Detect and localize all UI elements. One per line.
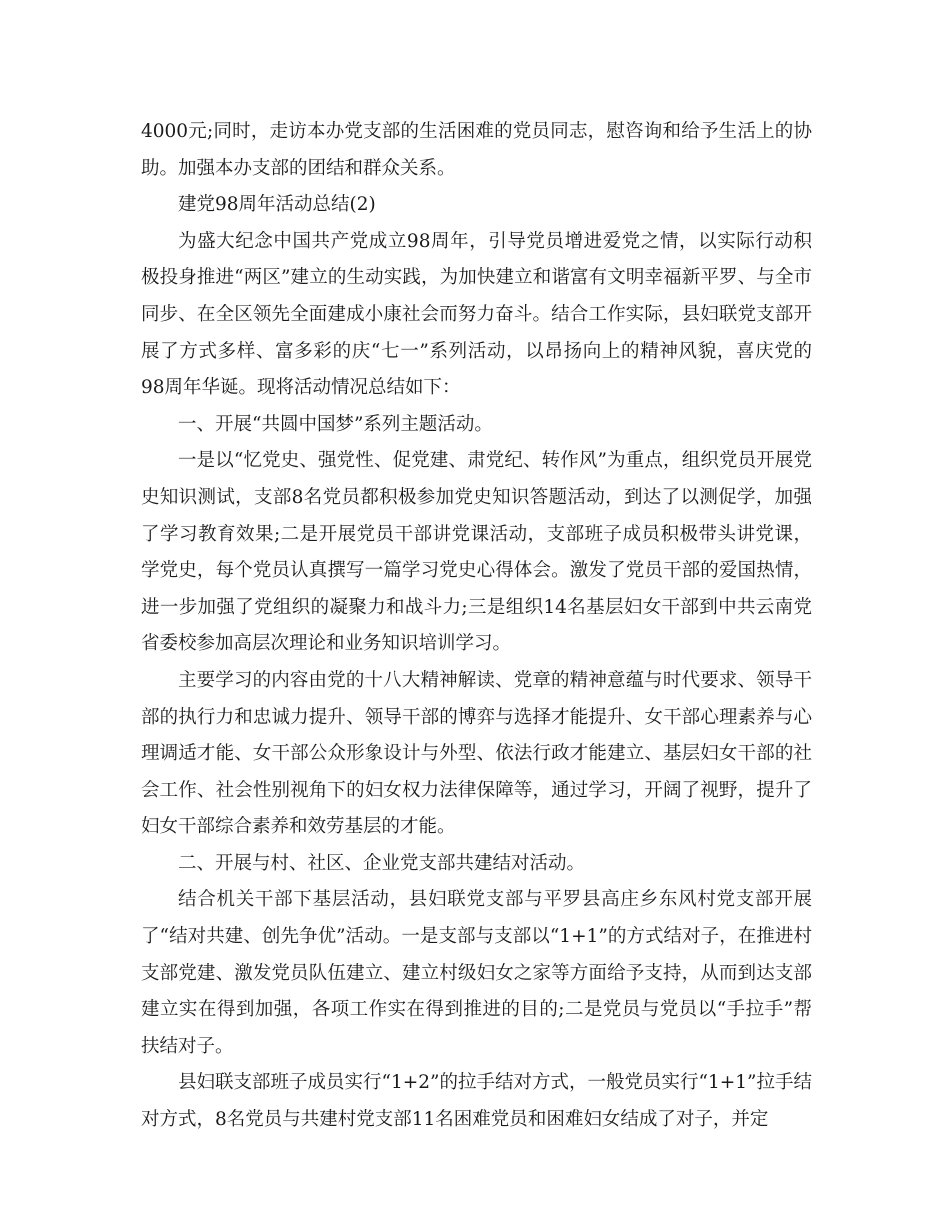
paragraph-pairing: 结合机关干部下基层活动，县妇联党支部与平罗县高庄乡东风村党支部开展了“结对共建、创先争优”活动。一是支部与支部以“1+1”的方式结对子，在推进村支部党建、激发党员队伍建立、建立村级妇女之家等方面给予支持，从而到达支部建立实在得到加强，各项工作实在得到推进的目的;二是党员与党员以“手拉手”帮扶结对子。 xyxy=(141,889,812,1057)
paragraph-activity-1: 一是以“忆党史、强党性、促党建、肃党纪、转作风”为重点，组织党员开展党史知识测试，支部8名党员都积极参加党史知识答题活动，到达了以测促学，加强了学习教育效果;二是开展党员干部讲党课活动，支部班子成员积极带头讲党课，学党史，每个党员认真撰写一篇学习党史心得体会。激发了党员干部的爱国热情，进一步加强了党组织的凝聚力和战斗力;三是组织14名基层妇女干部到中共云南党省委校参加高层次理论和业务知识培训学习。 xyxy=(141,450,812,655)
section-heading-2: 二、开展与村、社区、企业党支部共建结对活动。 xyxy=(178,852,586,874)
paragraph-continuation: 4000元;同时，走访本办党支部的生活困难的党员同志，慰咨询和给予生活上的协助。加强本办支部的团结和群众关系。 xyxy=(141,121,812,179)
paragraph-study-content: 主要学习的内容由党的十八大精神解读、党章的精神意蕴与时代要求、领导干部的执行力和忠诚力提升、领导干部的博弈与选择才能提升、女干部心理素养与心理调适才能、女干部公众形象设计与外型、依法行政才能建立、基层妇女干部的社会工作、社会性别视角下的妇女权力法律保障等，通过学习，开阔了视野，提升了妇女干部综合素养和效劳基层的才能。 xyxy=(141,669,812,838)
document-body xyxy=(141,114,812,1139)
section-heading-1: 一、开展“共圆中国梦”系列主题活动。 xyxy=(178,413,493,435)
section-title: 建党98周年活动总结(2) xyxy=(178,194,376,216)
paragraph-intro: 为盛大纪念中国共产党成立98周年，引导党员增进爱党之情，以实际行动积极投身推进“两区”建立的生动实践，为加快建立和谐富有文明幸福新平罗、与全市同步、在全区领先全面建成小康社会而努力奋斗。结合工作实际，县妇联党支部开展了方式多样、富多彩的庆“七一”系列活动，以昂扬向上的精神风貌，喜庆党的98周年华诞。现将活动情况总结如下： xyxy=(141,230,812,399)
paragraph-pairing-detail: 县妇联支部班子成员实行“1+2”的拉手结对方式，一般党员实行“1+1”拉手结对方式，8名党员与共建村党支部11名困难党员和困难妇女结成了对子，并定 xyxy=(141,1072,812,1131)
